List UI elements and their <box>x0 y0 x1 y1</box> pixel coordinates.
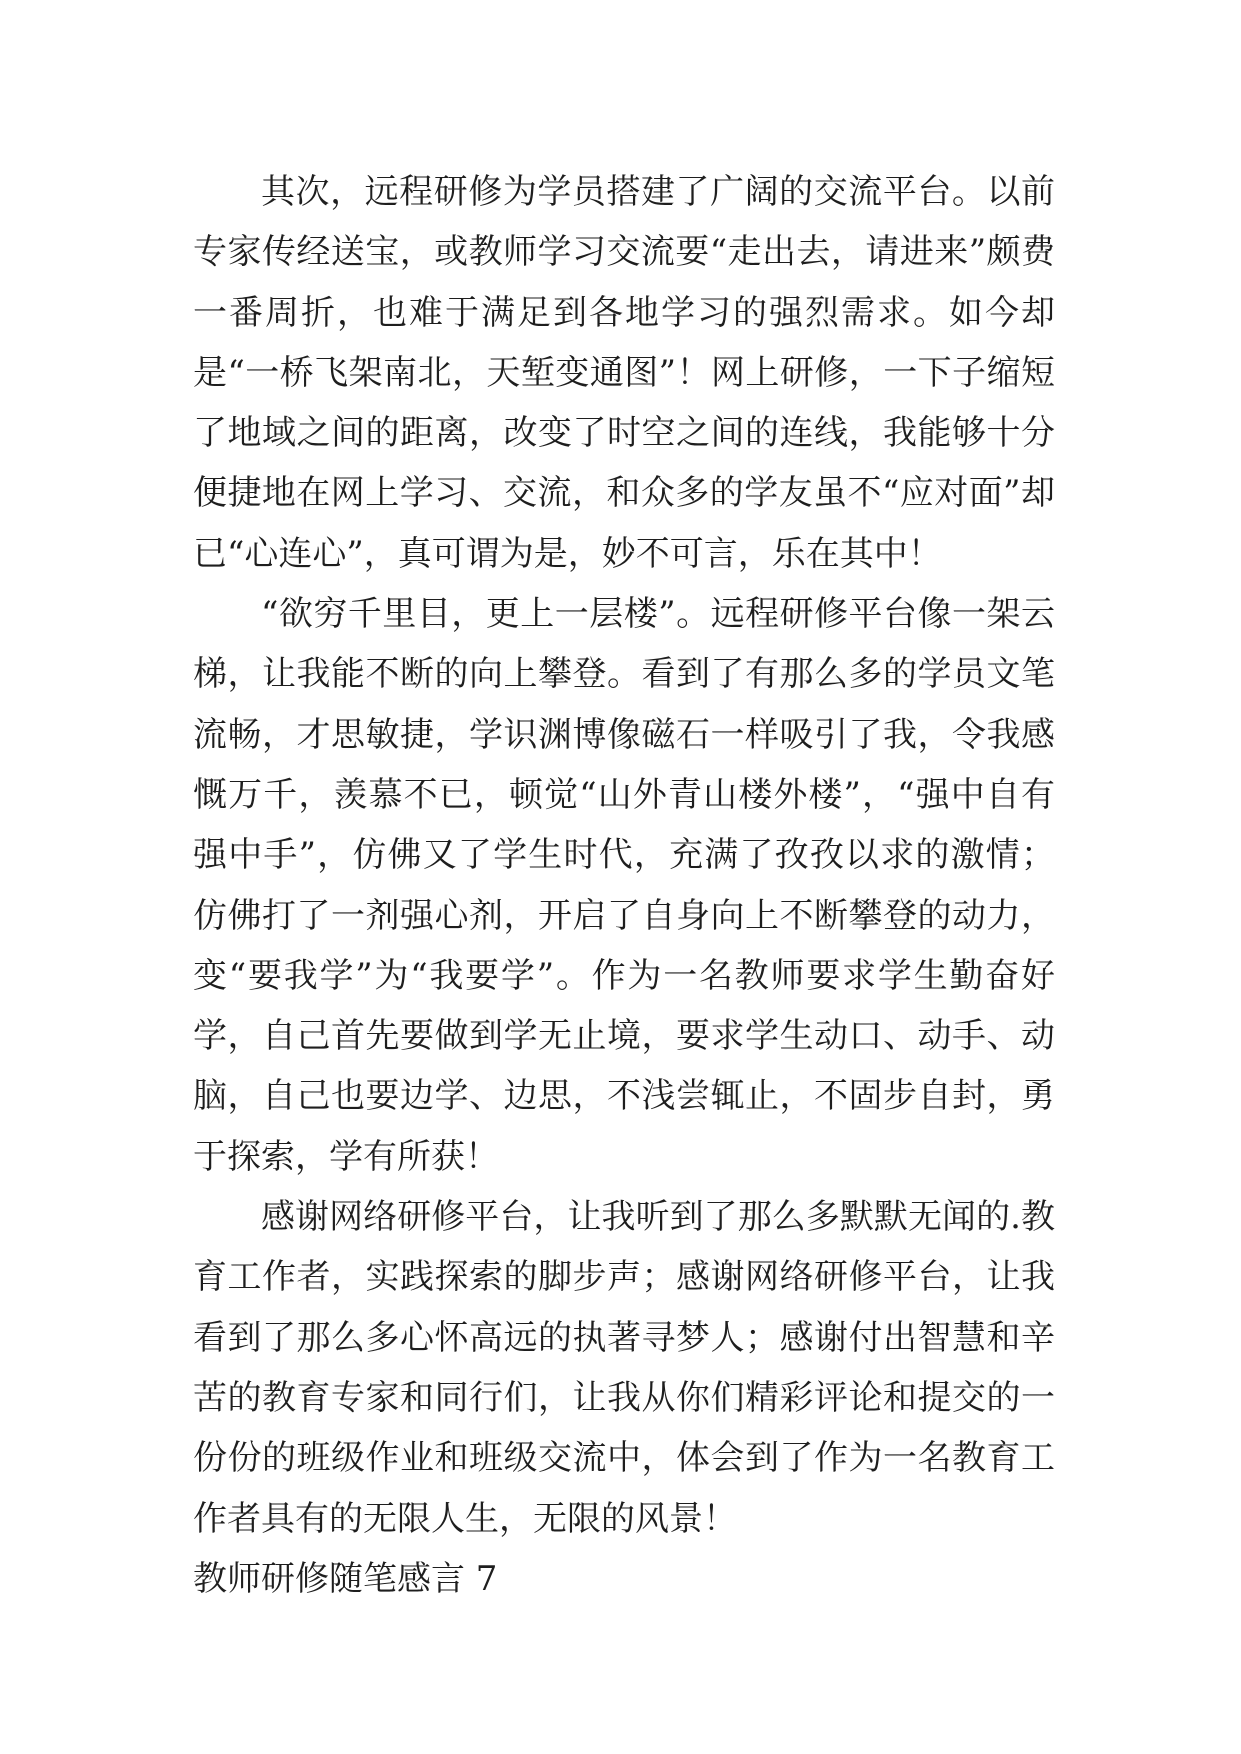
document-body <box>193 162 1055 1609</box>
paragraph-1: 其次，远程研修为学员搭建了广阔的交流平台。以前专家传经送宝，或教师学习交流要“走出去，请进来”颇费一番周折，也难于满足到各地学习的强烈需求。如今却是“一桥飞架南北，天堑变通图”！网上研修，一下子缩短了地域之间的距离，改变了时空之间的连线，我能够十分便捷地在网上学习、交流，和众多的学友虽不“应对面”却已“心连心”，真可谓为是，妙不可言，乐在其中！ <box>193 172 1055 574</box>
paragraph-2: “欲穷千里目，更上一层楼”。远程研修平台像一架云梯，让我能不断的向上攀登。看到了有那么多的学员文笔流畅，才思敏捷，学识渊博像磁石一样吸引了我，令我感慨万千，羡慕不已，顿觉“山外青山楼外楼”，“强中自有强中手”，仿佛又了学生时代，充满了孜孜以求的激情；仿佛打了一剂强心剂，开启了自身向上不断攀登的动力，变“要我学”为“我要学”。作为一名教师要求学生勤奋好学，自己首先要做到学无止境，要求学生动口、动手、动脑，自己也要边学、边思，不浅尝辄止，不固步自封，勇于探索，学有所获！ <box>193 594 1055 1177</box>
section-heading: 教师研修随笔感言 7 <box>193 1558 498 1599</box>
paragraph-3: 感谢网络研修平台，让我听到了那么多默默无闻的.教育工作者，实践探索的脚步声；感谢网络研修平台，让我看到了那么多心怀高远的执著寻梦人；感谢付出智慧和辛苦的教育专家和同行们，让我从你们精彩评论和提交的一份份的班级作业和班级交流中，体会到了作为一名教育工作者具有的无限人生，无限的风景！ <box>193 1197 1055 1539</box>
